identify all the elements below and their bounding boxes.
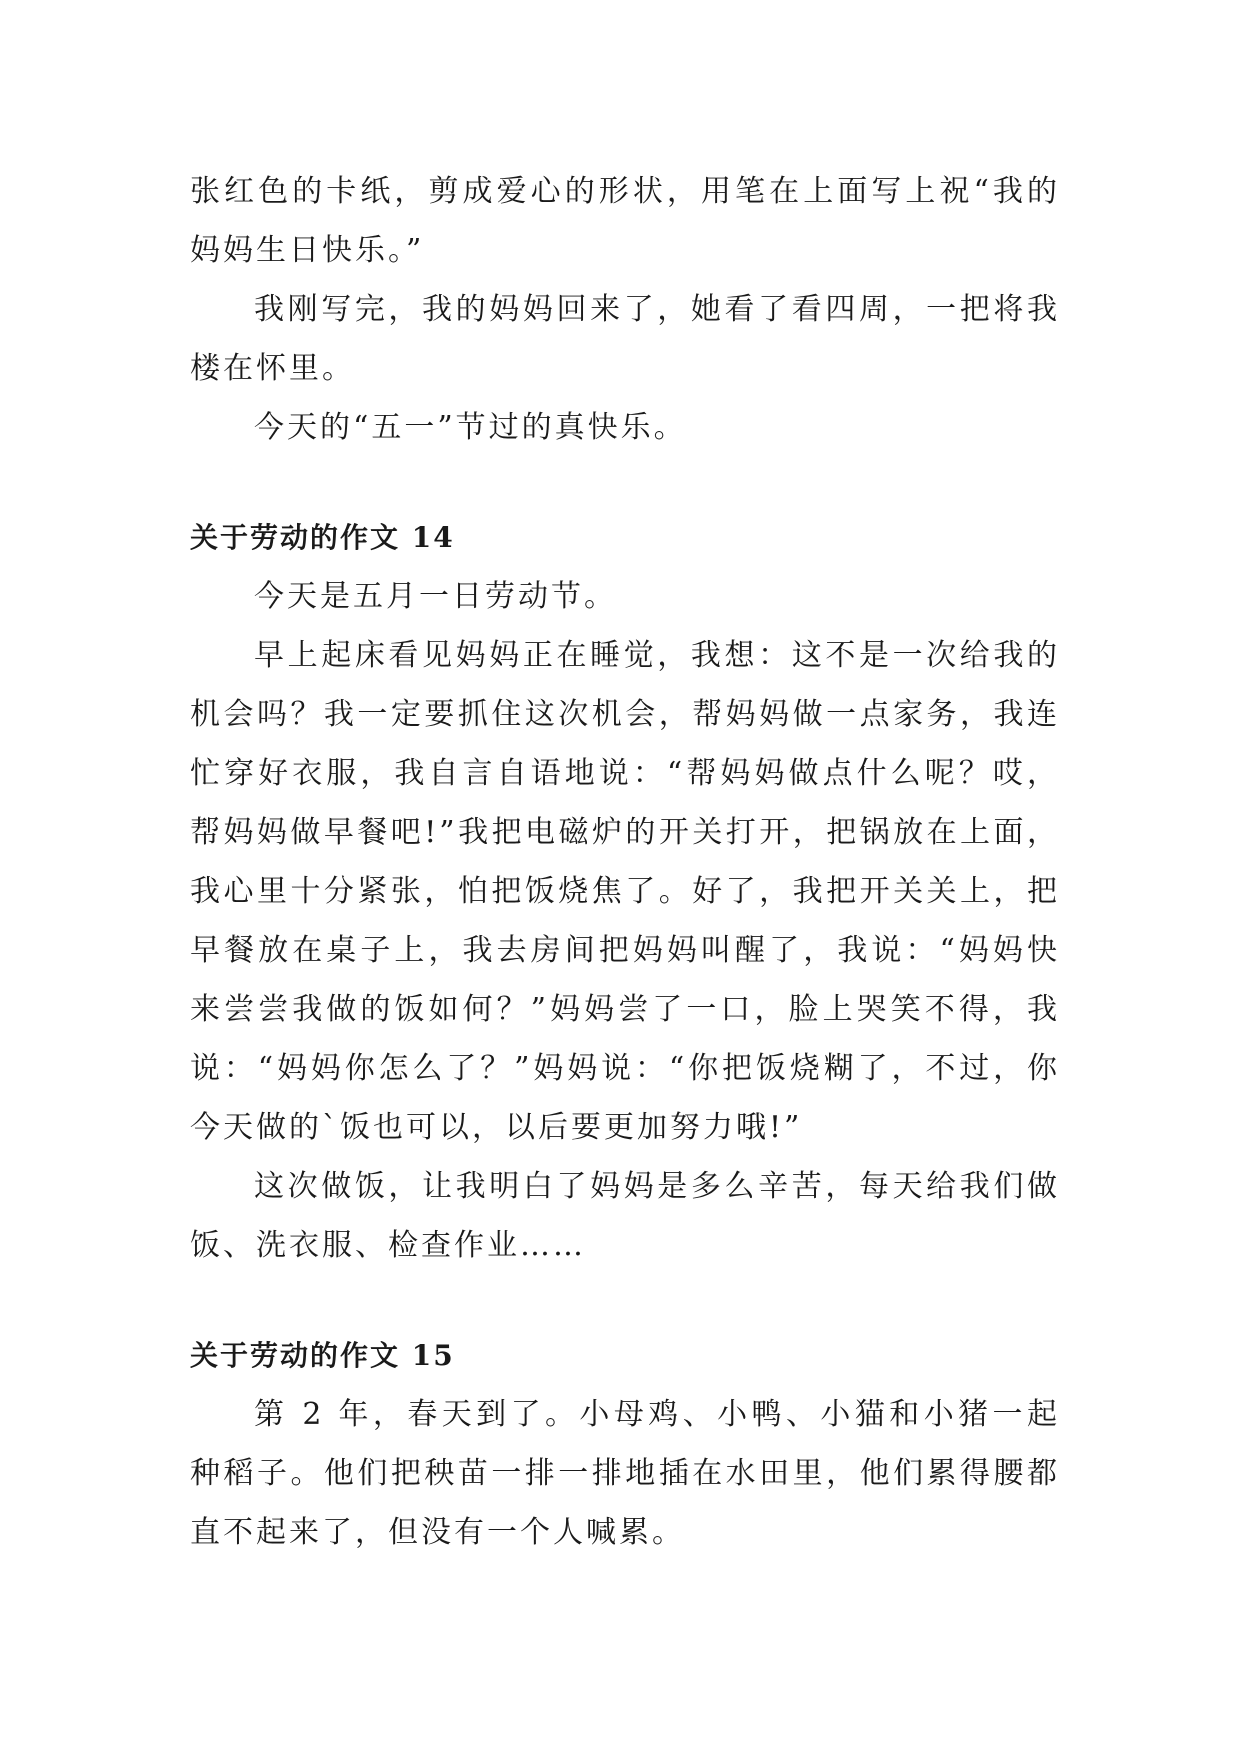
paragraph: 早上起床看见妈妈正在睡觉，我想：这不是一次给我的机会吗？我一定要抓住这次机会，帮妈妈做一点家务，我连忙穿好衣服，我自言自语地说：“帮妈妈做点什么呢？哎，帮妈妈做早餐吧!”我把电磁炉的开关打开，把锅放在上面，我心里十分紧张，怕把饭烧焦了。好了，我把开关关上，把早餐放在桌子上，我去房间把妈妈叫醒了，我说：“妈妈快来尝尝我做的饭如何？”妈妈尝了一口，脸上哭笑不得，我说：“妈妈你怎么了？”妈妈说：“你把饭烧糊了，不过，你今天做的`饭也可以，以后要更加努力哦!”	[190, 638, 1060, 1145]
paragraph: 这次做饭，让我明白了妈妈是多么辛苦，每天给我们做饭、洗衣服、检查作业……	[190, 1169, 1060, 1263]
paragraph: 第 2 年，春天到了。小母鸡、小鸭、小猫和小猪一起种稻子。他们把秧苗一排一排地插在水田里，他们累得腰都直不起来了，但没有一个人喊累。	[190, 1397, 1060, 1550]
paragraph: 今天是五月一日劳动节。	[254, 579, 617, 614]
paragraph-continuation: 张红色的卡纸，剪成爱心的形状，用笔在上面写上祝“我的妈妈生日快乐。”	[190, 174, 1060, 268]
essay-heading-14: 关于劳动的作文 14	[190, 521, 455, 554]
paragraph: 今天的“五一”节过的真快乐。	[254, 410, 687, 445]
paragraph: 我刚写完，我的妈妈回来了，她看了看四周，一把将我楼在怀里。	[190, 292, 1060, 386]
document-page	[190, 162, 1060, 1562]
essay-heading-15: 关于劳动的作文 15	[190, 1339, 455, 1372]
